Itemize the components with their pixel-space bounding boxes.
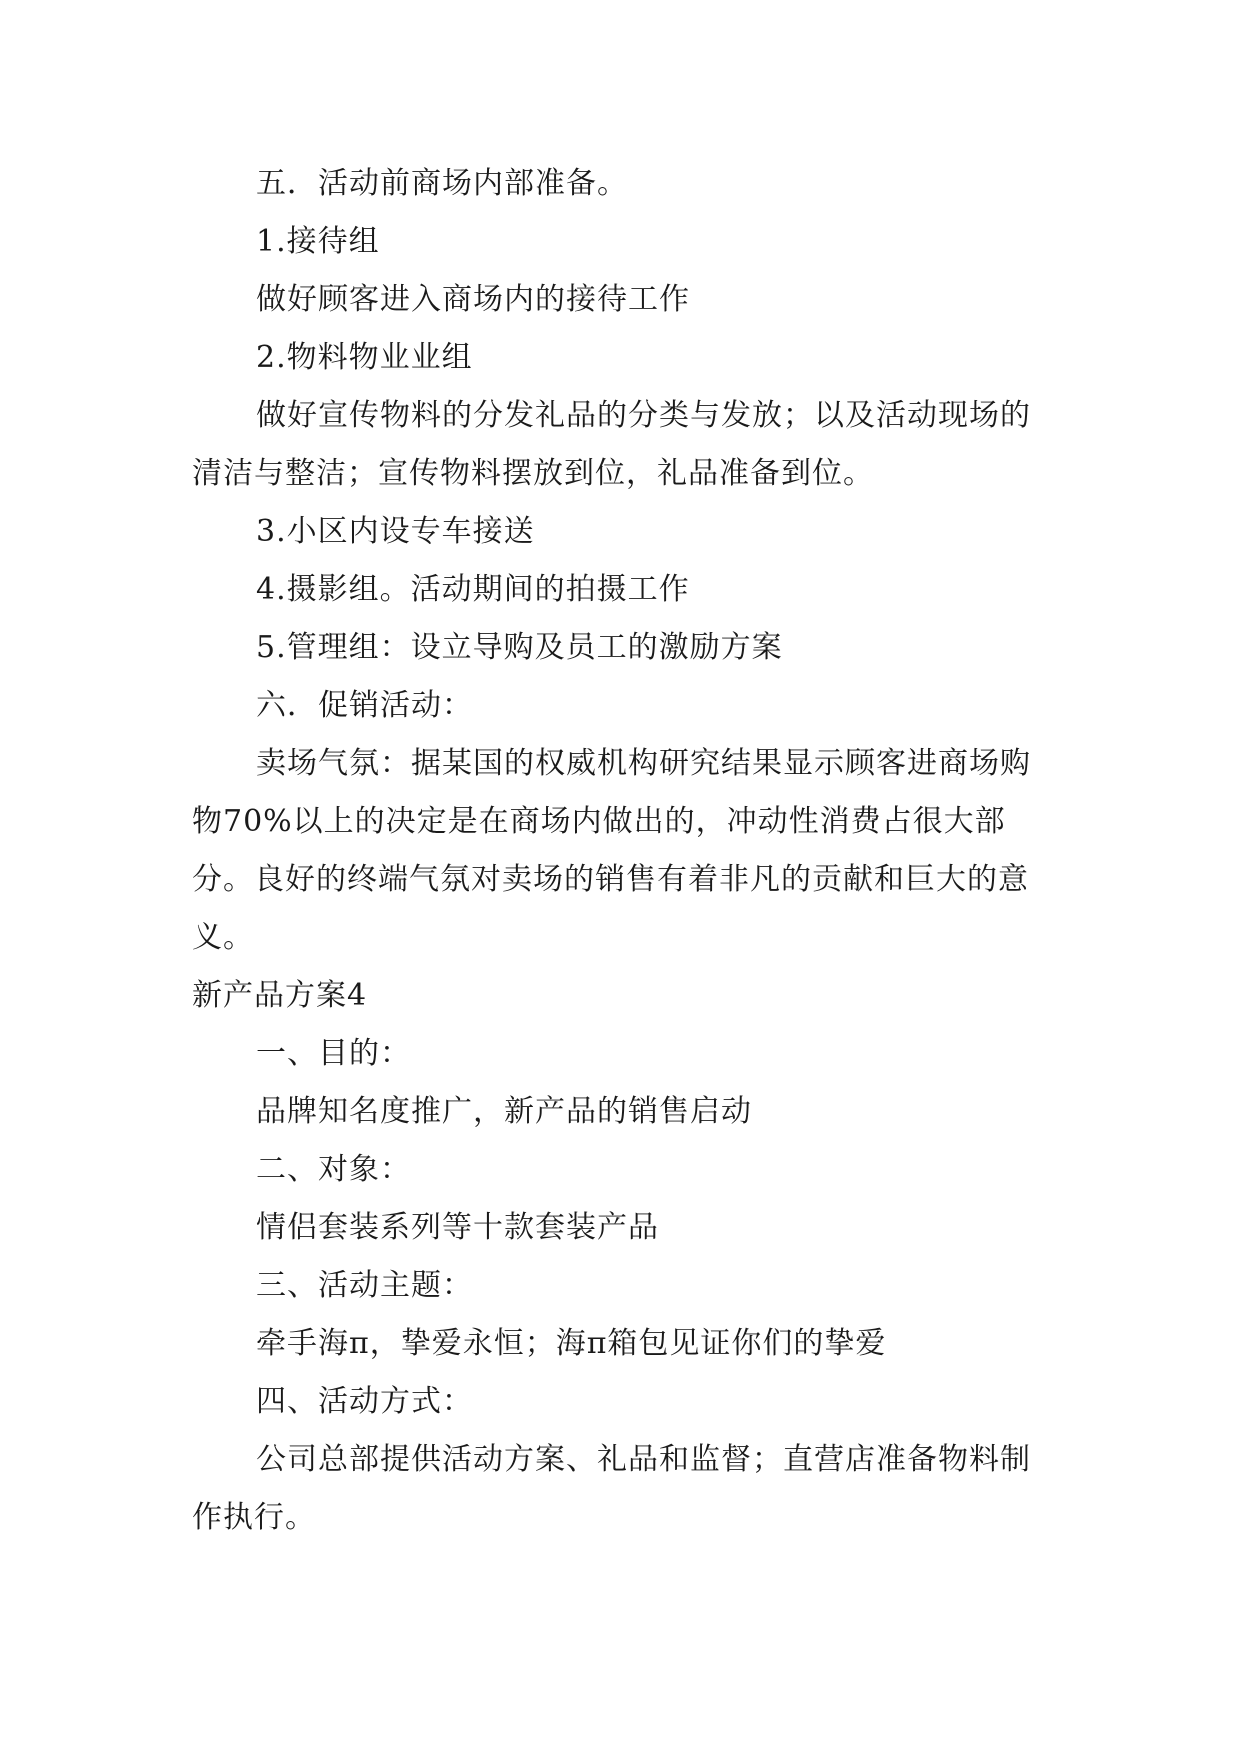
document-section-title: 新产品方案4 [192, 978, 368, 1013]
list-item-shuttle: 3.小区内设专车接送 [256, 514, 535, 549]
paragraph-reception-work: 做好顾客进入商场内的接待工作 [256, 282, 690, 317]
paragraph-method: 公司总部提供活动方案、礼品和监督；直营店准备物料制作执行。 [192, 1442, 1031, 1535]
section-heading-method: 四、活动方式： [256, 1384, 473, 1419]
paragraph-purpose: 品牌知名度推广，新产品的销售启动 [256, 1094, 752, 1129]
section-heading-theme: 三、活动主题： [256, 1268, 473, 1303]
section-heading-purpose: 一、目的： [256, 1036, 411, 1071]
section-heading-five: 五．活动前商场内部准备。 [256, 166, 628, 201]
paragraph-store-atmosphere: 卖场气氛：据某国的权威机构研究结果显示顾客进商场购物70%以上的决定是在商场内做出的，冲动性消费占很大部分。良好的终端气氛对卖场的销售有着非凡的贡献和巨大的意义。 [192, 746, 1031, 955]
paragraph-target: 情侣套装系列等十款套装产品 [256, 1210, 659, 1245]
list-item-materials-group: 2.物料物业业组 [256, 340, 473, 375]
paragraph-theme: 牵手海π，挚爱永恒；海π箱包见证你们的挚爱 [256, 1326, 887, 1361]
list-item-reception-group: 1.接待组 [256, 224, 380, 259]
list-item-management-group: 5.管理组：设立导购及员工的激励方案 [256, 630, 783, 665]
list-item-photography-group: 4.摄影组。活动期间的拍摄工作 [256, 572, 690, 607]
section-heading-six: 六．促销活动： [256, 688, 473, 723]
paragraph-materials-work: 做好宣传物料的分发礼品的分类与发放；以及活动现场的清洁与整洁；宣传物料摆放到位，礼品准备到位。 [192, 398, 1031, 491]
section-heading-target: 二、对象： [256, 1152, 411, 1187]
document-page [192, 155, 1052, 1547]
